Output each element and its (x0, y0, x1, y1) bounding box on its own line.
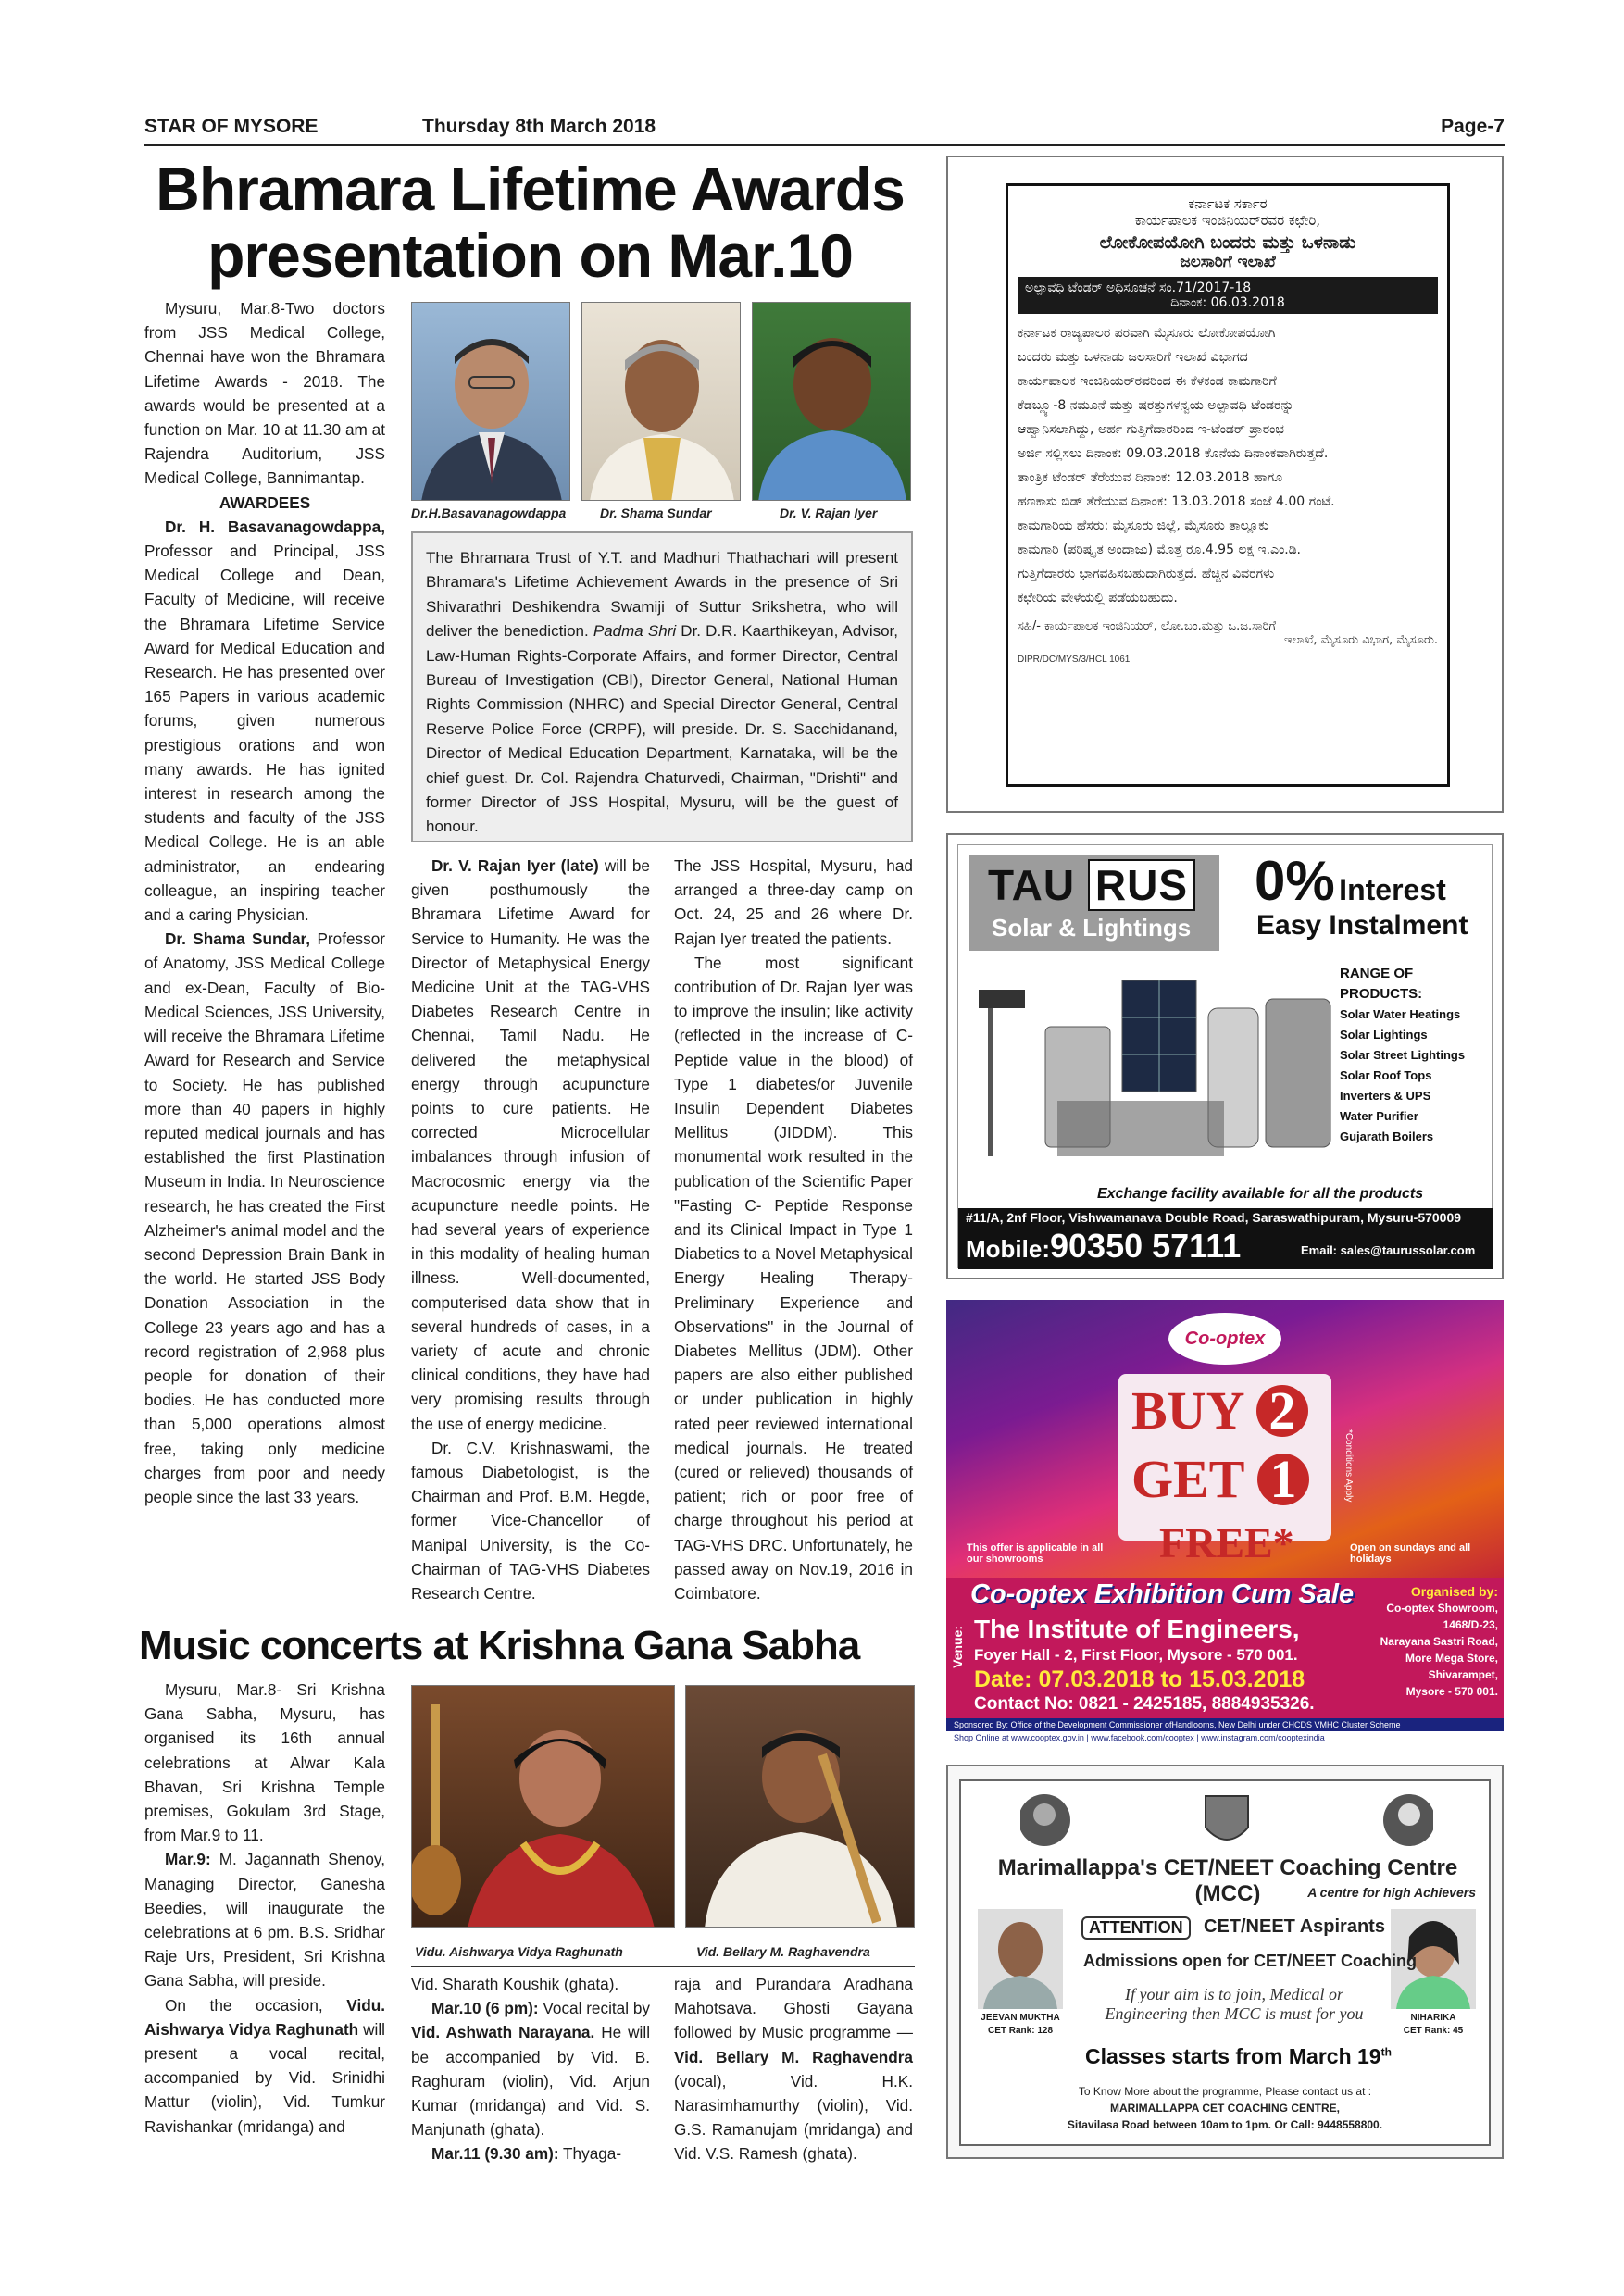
cooptex-ad: Co-optex BUY 2 GET 1 FREE* *Conditions Apply This offer is applicable in all our showrooms Open on sundays and all holidays Co-optex Exhibition Cum Sale Venue: The Institute of Engineers, Foyer Hall - 2, First Floor, Mysore - 570 001. Date: 07.03.2018 to 15.03.2018 Contact No: 0821 - 2425185, 8884935326. Organised by: Co-optex Showroom, 1468/D-23, Narayana Sastri Road, More Mega Store, Shivarampet, Mysore - 570 001. Sponsored By: Office of the Development Commissioner ofHandlooms, New Delhi under CHCDS VMHC Cluster Scheme Shop Online at www.cooptex.gov.in | www.facebook.com/cooptex | www.instagram.com/cooptexindia (946, 1300, 1504, 1744)
tender-notice-number-bar: ಅಲ್ಪಾವಧಿ ಟೆಂಡರ್ ಅಧಿಸೂಚನೆ ಸಂ.71/2017-18 ದಿನಾಂಕ: 06.03.2018 (1018, 277, 1438, 314)
caption-basavanagowdappa: Dr.H.Basavanagowdappa (411, 505, 567, 520)
mcc-crest-icon (1020, 1791, 1433, 1852)
mcc-title: Marimallappa's CET/NEET Coaching Centre (MCC) (997, 1855, 1458, 1906)
photo-shama-sundar (581, 302, 741, 501)
header-rule (144, 144, 1505, 146)
photo-raghavendra (685, 1685, 915, 1928)
article2-mar11: Mar.11 (9.30 am): Thyaga- (431, 2144, 622, 2164)
caption-rajan-iyer: Dr. V. Rajan Iyer (780, 505, 878, 520)
article1-column2 (411, 854, 650, 1605)
article2-mar9: Mar.9: M. Jagannath Shenoy, Managing Director, Ganesha Beedies, will inaugurate the celebrations at 6 pm. B.S. Sridhar Raje Urs, President, Sri Krishna Gana Sabha, will preside. (144, 1850, 385, 1990)
awardees-subhead: AWARDEES (219, 493, 311, 512)
student-photo-left (978, 1909, 1063, 2009)
article1-camp-para: The JSS Hospital, Mysuru, had arranged a three-day camp on Oct. 24, 25 and 26 where Dr. Rajan Iyer treated the patients. (674, 856, 913, 948)
tender-notice-ad (946, 156, 1504, 813)
awardee-rajan-iyer: Dr. V. Rajan Iyer (late) will be given posthumously the Bhramara Lifetime Award for Service to Humanity. He was the Director of Metaphysical Energy Medicine Unit at the TAG-VHS Diabetes Research Centre in Chennai, Tamil Nadu. He delivered the metaphysical energy through acupuncture points to cure patients. He corrected Microcellular imbalances through infusion of Macrocosmic energy via the acupuncture needle points. He had several years of experience in this modality of healing human illness. Well-documented, computerised data show that in several hundreds of cases, in a variety of acute and chronic clinical conditions, they have had very promising results through the use of energy medicine. (411, 856, 650, 1433)
taurus-contact-bar: #11/A, 2nf Floor, Vishwamanava Double Road, Saraswathipuram, Mysuru-570009 Mobile:90350 57111 Email: sales@taurussolar.com (958, 1208, 1493, 1269)
article2-column2: Vid. Sharath Koushik (ghata). Mar.10 (6 pm): Vocal recital by Vid. Ashwath Narayana. He will be accompanied by Vid. B. Raghuram (violin), Vid. Arjun Kumar (mridanga) and Vid. S. Manjunath (ghata). Mar.11 (9.30 am): Thyaga- (411, 1972, 650, 2166)
caption-aishwarya: Vidu. Aishwarya Vidya Raghunath (415, 1944, 623, 1959)
tender-notice-body: ಕರ್ನಾಟಕ ರಾಜ್ಯಪಾಲರ ಪರವಾಗಿ ಮೈಸೂರು ಲೋಕೋಪಯೋಗಿ ಬಂದರು ಮತ್ತು ಒಳನಾಡು ಜಲಸಾರಿಗೆ ಇಲಾಖೆ ವಿಭಾಗದ ಕಾರ್ಯಪಾಲಕ ಇಂಜಿನಿಯರ್‌ರವರಿಂದ ಈ ಕೆಳಕಂಡ ಕಾಮಗಾರಿಗೆ ಕೆಡಬ್ಲ್ಯೂ-8 ನಮೂನೆ ಮತ್ತು ಷರತ್ತುಗಳನ್ವಯ ಅಲ್ಪಾವಧಿ ಟೆಂಡರನ್ನು ಆಹ್ವಾನಿಸಲಾಗಿದ್ದು, ಅರ್ಹ ಗುತ್ತಿಗೆದಾರರಿಂದ ಇ-ಟೆಂಡರ್ ಪ್ರಾರಂಭ ಅರ್ಜಿ ಸಲ್ಲಿಸಲು ದಿನಾಂಕ: 09.03.2018 ಕೊನೆಯ ದಿನಾಂಕವಾಗಿರುತ್ತದೆ. ತಾಂತ್ರಿಕ ಟೆಂಡರ್ ತೆರೆಯುವ ದಿನಾಂಕ: 12.03.2018 ಹಾಗೂ ಹಣಕಾಸು ಬಿಡ್ ತೆರೆಯುವ ದಿನಾಂಕ: 13.03.2018 ಸಂಜೆ 4.00 ಗಂಟೆ. ಕಾಮಗಾರಿಯ ಹೆಸರು: ಮೈಸೂರು ಜಿಲ್ಲೆ, ಮೈಸೂರು ತಾಲ್ಲೂಕು ಕಾಮಗಾರಿ (ಪರಿಷ್ಕೃತ ಅಂದಾಜು) ಮೊತ್ತ ರೂ.4.95 ಲಕ್ಷ ಇ.ಎಂ.ಡಿ. ಗುತ್ತಿಗೆದಾರರು ಭಾಗವಹಿಸಬಹುದಾಗಿರುತ್ತದೆ. ಹೆಚ್ಚಿನ ವಿವರಗಳು ಕಛೇರಿಯ ವೇಳೆಯಲ್ಲಿ ಪಡೆಯಬಹುದು. (1018, 326, 1335, 605)
singer-portrait-icon (412, 1686, 675, 1928)
taurus-solar-ad: TAU RUS Solar & Lightings 0% Interest Easy Instalment RANGE OF PRODUCTS: Solar Water Heatings Solar Lightings Solar Street Lightings Solar Roof Tops Inverters & UPS Water Purifier Gujarath Boilers Exchange facility available for all the products #11/A, 2nf Floor, Vishwamanava Double Road, Saraswathipuram, Mysuru-570009 Mobile:90350 57111 Email: sales@taurussolar.com (946, 833, 1504, 1279)
issue-date: Thursday 8th March 2018 (422, 116, 656, 137)
article2-mar10: Mar.10 (6 pm): Vocal recital by Vid. Ashwath Narayana. He will be accompanied by Vid. B. Raghuram (violin), Vid. Arjun Kumar (mridanga) and Vid. S. Manjunath (ghata). (411, 1999, 651, 2140)
cooptex-sale-title: Co-optex Exhibition Cum Sale (970, 1579, 1355, 1609)
portrait-icon (412, 303, 570, 501)
article1-intro: Mysuru, Mar.8-Two doctors from JSS Medical College, Chennai have won the Bhramara Lifetime Awards - 2018. The awards would be presented at a function on Mar. 10 at 11.30 am at Rajendra Auditorium, JSS Medical College, Bannimantap. (144, 299, 385, 488)
taurus-offer: 0% Interest (1255, 850, 1446, 912)
mcc-coaching-ad: Marimallappa's CET/NEET Coaching Centre (MCC) A centre for high Achievers JEEVAN MUKTHA CET Rank: 128 NIHARIKA CET Rank: 45 ATTENTION CET/NEET Aspirants Admissions open for CET/NEET Coaching If your aim is to join, Medical or Engineering then MCC is must for you Classes starts from March 19th To Know More about the programme, Please contact us at : MARIMALLAPPA CET COACHING CENTRE, Sitavilasa Road between 10am to 1pm. Or Call: 9448558800. (946, 1765, 1504, 2159)
tender-notice-inner: ಕರ್ನಾಟಕ ಸರ್ಕಾರ ಕಾರ್ಯಪಾಲಕ ಇಂಜಿನಿಯರ್‌ರವರ ಕಛೇರಿ, ಲೋಕೋಪಯೋಗಿ ಬಂದರು ಮತ್ತು ಒಳನಾಡು ಜಲಸಾರಿಗೆ ಇಲಾಖೆ ಅಲ್ಪಾವಧಿ ಟೆಂಡರ್ ಅಧಿಸೂಚನೆ ಸಂ.71/2017-18 ದಿನಾಂಕ: 06.03.2018 ಕರ್ನಾಟಕ ರಾಜ್ಯಪಾಲರ ಪರವಾಗಿ ಮೈಸೂರು ಲೋಕೋಪಯೋಗಿ ಬಂದರು ಮತ್ತು ಒಳನಾಡು ಜಲಸಾರಿಗೆ ಇಲಾಖೆ ವಿಭಾಗದ ಕಾರ್ಯಪಾಲಕ ಇಂಜಿನಿಯರ್‌ರವರಿಂದ ಈ ಕೆಳಕಂಡ ಕಾಮಗಾರಿಗೆ ಕೆಡಬ್ಲ್ಯೂ-8 ನಮೂನೆ ಮತ್ತು ಷರತ್ತುಗಳನ್ವಯ ಅಲ್ಪಾವಧಿ ಟೆಂಡರನ್ನು ಆಹ್ವಾನಿಸಲಾಗಿದ್ದು, ಅರ್ಹ ಗುತ್ತಿಗೆದಾರರಿಂದ ಇ-ಟೆಂಡರ್ ಪ್ರಾರಂಭ ಅರ್ಜಿ ಸಲ್ಲಿಸಲು ದಿನಾಂಕ: 09.03.2018 ಕೊನೆಯ ದಿನಾಂಕವಾಗಿರುತ್ತದೆ. ತಾಂತ್ರಿಕ ಟೆಂಡರ್ ತೆರೆಯುವ ದಿನಾಂಕ: 12.03.2018 ಹಾಗೂ ಹಣಕಾಸು ಬಿಡ್ ತೆರೆಯುವ ದಿನಾಂಕ: 13.03.2018 ಸಂಜೆ 4.00 ಗಂಟೆ. ಕಾಮಗಾರಿಯ ಹೆಸರು: ಮೈಸೂರು ಜಿಲ್ಲೆ, ಮೈಸೂರು ತಾಲ್ಲೂಕು ಕಾಮಗಾರಿ (ಪರಿಷ್ಕೃತ ಅಂದಾಜು) ಮೊತ್ತ ರೂ.4.95 ಲಕ್ಷ ಇ.ಎಂ.ಡಿ. ಗುತ್ತಿಗೆದಾರರು ಭಾಗವಹಿಸಬಹುದಾಗಿರುತ್ತದೆ. ಹೆಚ್ಚಿನ ವಿವರಗಳು ಕಛೇರಿಯ ವೇಳೆಯಲ್ಲಿ ಪಡೆಯಬಹುದು. ಸಹಿ/- ಕಾರ್ಯಪಾಲಕ ಇಂಜಿನಿಯರ್, ಲೋ.ಬಂ.ಮತ್ತು ಒ.ಜ.ಸಾರಿಗೆ ಇಲಾಖೆ, ಮೈಸೂರು ವಿಭಾಗ, ಮೈಸೂರು. DIPR/DC/MYS/3/HCL 1061 (1006, 183, 1450, 787)
caption-rule (411, 1966, 915, 1967)
article2-intro: Mysuru, Mar.8- Sri Krishna Gana Sabha, Mysuru, has organised its 16th annual celebrations at Alwar Kala Bhavan, Sri Krishna Temple premises, Gokulam 3rd Stage, from Mar.9 to 11. (144, 1680, 385, 1845)
article1-headline: Bhramara Lifetime Awards presentation on Mar.10 (156, 155, 905, 290)
article2-headline: Music concerts at Krishna Gana Sabha (139, 1623, 860, 1668)
article2-vocal: On the occasion, Vidu. Aishwarya Vidya Raghunath will present a vocal recital, accompanied by Vid. Srinidhi Mattur (violin), Vid. Tumkur Ravishankar (mridanga) and (144, 1995, 385, 2136)
portrait-icon (582, 303, 741, 501)
awardee-shama-sundar: Dr. Shama Sundar, Professor of Anatomy, JSS Medical College and ex-Dean, Faculty of Bio-Medical Sciences, JSS University, will receive the Bhramara Lifetime Award for Research and Service to Society. He has published more than 40 papers in highly reputed medical journals and has established the first Plastination Museum in India. In Neuroscience research, he has created the First Alzheimer's animal model and the second Depression Brain Bank in the world. He started JSS Body Donation Association in the College 23 years ago and has a record registration of 2,968 plus people for donation of their bodies. He has conducted more than 5,000 operations almost free, taking only medicine charges from poor and needy people since the last 33 years. (144, 930, 386, 1506)
photo-basavanagowdappa (411, 302, 570, 501)
cooptex-organiser: Organised by: Co-optex Showroom, 1468/D-23, Narayana Sastri Road, More Mega Store, Shivarampet, Mysore - 570 001. (1380, 1584, 1498, 1698)
article1-column3 (674, 854, 913, 1605)
article2-column3: raja and Purandara Aradhana Mahotsava. Ghosti Gayana followed by Music programme — Vid. Bellary M. Raghavendra (vocal), Vid. H.K. Narasimhamurthy (violin), Vid. G.S. Ramanujam (mridanga) and Vid. V.S. Ramesh (ghata). (674, 1975, 913, 2164)
page-number: Page-7 (1441, 116, 1505, 137)
photo-rajan-iyer (752, 302, 911, 501)
taurus-brand-block: TAU RUS Solar & Lightings (969, 855, 1219, 951)
article1-column1 (144, 296, 385, 1509)
newspaper-name: STAR OF MYSORE (144, 116, 319, 137)
ceremony-info-box: The Bhramara Trust of Y.T. and Madhuri Thathachari will present Bhramara's Lifetime Achievement Awards in the presence of Sri Shivarathri Deshikendra Swamiji of Suttur Srikshetra, who will deliver the benediction. Padma Shri Dr. D.R. Kaarthikeyan, Advisor, Law-Human Rights-Corporate Affairs, and former Director, Central Bureau of Investigation (CBI), Director General, National Human Rights Commission (NHRC) and Special Director General, Central Reserve Police Force (CRPF), will preside. Dr. S. Sacchidanand, Director of Medical Education Department, Karnataka, will be the chief guest. Dr. Col. Rajendra Chaturvedi, Chairman, "Drishti" and former Director of JSS Hospital, Mysuru, will be the guest of honour. (411, 531, 913, 842)
taurus-product-list: RANGE OF PRODUCTS: Solar Water Heatings Solar Lightings Solar Street Lightings Solar Roof Tops Inverters & UPS Water Purifier Gujarath Boilers (1340, 966, 1466, 1143)
article1-contribution-para: The most significant contribution of Dr. Rajan Iyer was to improve the insulin; like activity (reflected in the increase of C-Peptide value in the blood) of Type 1 diabetes/or Juvenile Insulin Dependent Diabetes Mellitus (JIDDM). This monumental work resulted in the publication of the Scientific Paper "Fasting C- Peptide Response and its Clinical Impact in Type 1 Diabetics to a Novel Metaphysical Energy Healing Therapy-Preliminary Experience and Observations" in the Journal of Diabetes Mellitus (JDM). Other papers are also either published or under publication in highly rated peer reviewed international medical journals. He treated (cured or relieved) thousands of patient; rich or poor free of charge throughout his period at TAG-VHS DRC. Unfortunately, he passed away on Nov.19, 2016 in Coimbatore. (674, 953, 913, 1603)
article1-trc-chairman: Dr. C.V. Krishnaswami, the famous Diabetologist, is the Chairman and Prof. B.M. Hegde, former Vice-Chancellor of Manipal University, is the Co-Chairman of TAG-VHS Diabetes Research Centre. (411, 1438, 650, 1603)
awardee-basavanagowdappa: Dr. H. Basavanagowdappa, Professor and Principal, JSS Medical College and Dean, Faculty of Medicine, will receive the Bhramara Lifetime Service Award for Medical Education and Research. He has presented over 165 Papers in various academic forums, given numerous prestigious orations and won many awards. He has ignited interest in research among the students and faculty of the JSS Medical College. He is an able administrator, an endearing colleague, an inspiring teacher and a caring Physician. (144, 517, 385, 925)
singer-portrait-icon (686, 1686, 915, 1928)
caption-raghavendra: Vid. Bellary M. Raghavendra (696, 1944, 870, 1959)
cooptex-logo: Co-optex (1168, 1313, 1281, 1365)
portrait-icon (753, 303, 911, 501)
article2-column1 (144, 1678, 385, 2139)
solar-products-illustration (969, 962, 1340, 1184)
caption-shama-sundar: Dr. Shama Sundar (600, 505, 712, 520)
mcc-contact: To Know More about the programme, Please contact us at : MARIMALLAPPA CET COACHING CENTRE, Sitavilasa Road between 10am to 1pm. Or Call: 9448558800. (1067, 2085, 1383, 2131)
photo-aishwarya (411, 1685, 675, 1928)
